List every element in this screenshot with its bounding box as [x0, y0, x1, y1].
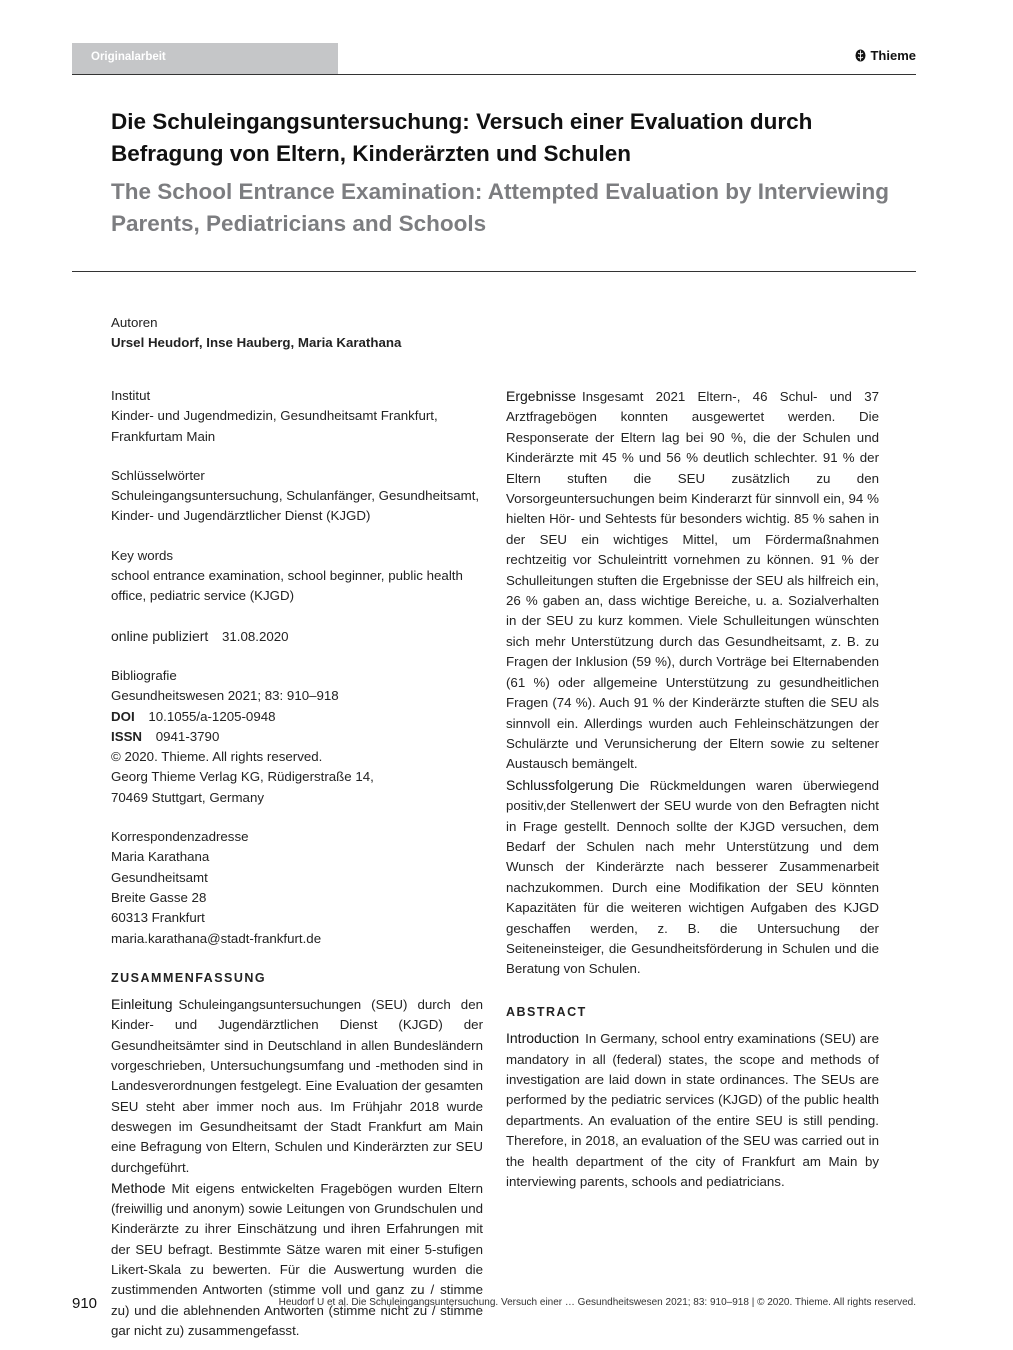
issn-row: [111, 727, 483, 747]
einleitung-paragraph: [111, 994, 483, 1178]
bibliography-journal: Gesundheitswesen 2021; 83: 910–918: [111, 688, 339, 704]
correspondence-line: Breite Gasse 28: [111, 889, 207, 905]
introduction-label: Introduction: [506, 1030, 580, 1047]
keywords-en-line: school entrance examination, school beginner, public health: [111, 568, 463, 584]
issn-value: 0941-3790: [155, 728, 220, 744]
einleitung-label: Einleitung: [111, 996, 173, 1013]
issn-label: ISSN: [111, 728, 143, 744]
zusammenfassung-heading: ZUSAMMENFASSUNG: [111, 970, 267, 985]
correspondence-label: Korrespondenzadresse: [111, 829, 249, 845]
ergebnisse-text: Insgesamt 2021 Eltern-, 46 Schul- und 37 Arztfragebögen konnten ausgewertet werden. Die Responserate der Eltern lag bei 90 %, die der Schulen und Kinderärzte mit 45 % und 56 % deutlich schlechter. 91 % der Eltern stuften die SEU zusätzlich zu den Vorsorgeuntersuchungen beim Kinderarzt für sinnvoll ein, 94 % hielten Hör- und Sehtests für besonders wichtig. 85 % sahen in der SEU ein wichtiges Mittel, um Fördermaßnahmen rechtzeitig vor Schuleintritt vornehmen zu können. 91 % der Schulleitungen stuften die Ergebnisse der SEU als hilfreich ein, 26 % gaben an, dass wichtige Bereiche, u. a. Sozialverhalten in der SEU zu kurz kommen. Viele Schulleitungen wünschten sich mehr Unterstützung durch das Gesundheitsamt, z. B. zu Fragen der Inklusion (59 %), durch Vorträge bei Elternabenden (61 %) oder allgemeine Unterstützung zu gesundheitlichen Fragen (74 %). Auch 91 % der Kinderärzte stuften die SEU als sinnvoll ein. Allerdings wurden auch Fehleinschätzungen der Schulärzte und Verunsicherung der Eltern sowie zu seltener Austausch bemängelt.: [506, 389, 879, 772]
authors-label: Autoren: [111, 315, 158, 330]
keywords-en-section: [111, 546, 483, 607]
title-english: The School Entrance Examination: Attempted Evaluation by Interviewing Parents, Pediatricians and Schools: [111, 179, 890, 236]
header-divider: [72, 74, 916, 75]
doi-value[interactable]: 10.1055/a-1205-0948: [148, 708, 276, 724]
correspondence-section: [111, 827, 483, 949]
methode-text: Mit eigens entwickelten Fragebögen wurden Eltern (freiwillig und anonym) sowie Leitungen von Grundschulen und Kinderärzte zu ihrer Einschätzung und ihren Erfahrungen mit der SEU befragt. Bestimmte Sätze waren mit einer 5-stufigen Likert-Skala zu bewerten. Für die Auswertung wurden die zustimmenden Antworten (stimme voll und ganz zu / stimme zu) und die ablehnenden Antworten (stimme nicht zu / stimme gar nicht zu) zusammengefasst.: [111, 1180, 483, 1338]
methode-paragraph: [111, 1178, 483, 1341]
authors-names: Ursel Heudorf, Inse Hauberg, Maria Karathana: [111, 335, 402, 351]
bibliography-label: Bibliografie: [111, 667, 177, 683]
keywords-de-line: Kinder- und Jugendärztlicher Dienst (KJGD): [111, 508, 371, 524]
keywords-de-label: Schlüsselwörter: [111, 467, 205, 483]
section-label: Originalarbeit: [91, 51, 166, 63]
einleitung-text: Schuleingangsuntersuchungen (SEU) durch den Kinder- und Jugendärztlichen Dienst (KJGD) der Gesundheitsämter sind in Deutschland in allen Bundesländern vorgeschrieben, Untersuchungsumfang und -methoden sind in Landesverordnungen festgelegt. Eine Evaluation der gesamten SEU steht aber immer noch aus. Im Frühjahr 2018 wurde deswegen im Gesundheitsamt der Stadt Frankfurt am Main eine Befragung von Eltern, Schulen und Kinderärzten zur SEU durchgeführt.: [111, 997, 483, 1175]
keywords-de-line: Schuleingangsuntersuchung, Schulanfänger, Gesundheitsamt,: [111, 488, 480, 504]
title-german: Die Schuleingangsuntersuchung: Versuch einer Evaluation durch Befragung von Eltern, Kinderärzten und Schulen: [111, 109, 813, 166]
correspondence-line: Gesundheitsamt: [111, 869, 208, 885]
thieme-logo-icon: [855, 49, 866, 62]
keywords-en-line: office, pediatric service (KJGD): [111, 588, 295, 604]
publisher-line: Georg Thieme Verlag KG, Rüdigerstraße 14,: [111, 769, 374, 785]
keywords-en-label: Key words: [111, 547, 174, 563]
schluss-label: Schlussfolgerung: [506, 776, 614, 793]
institute-line: Kinder- und Jugendmedizin, Gesundheitsamt Frankfurt,: [111, 408, 438, 424]
left-column: [111, 386, 483, 1341]
institute-line: Frankfurtam Main: [111, 428, 216, 444]
doi-label: DOI: [111, 708, 135, 724]
correspondence-line: 60313 Frankfurt: [111, 910, 205, 926]
doi-row: [111, 707, 483, 727]
ergebnisse-paragraph: [506, 386, 879, 775]
title-divider: [72, 271, 916, 272]
brand-name: Thieme: [870, 48, 916, 63]
bibliography-section: [111, 666, 483, 808]
published-date: 31.08.2020: [222, 628, 289, 644]
abstract-heading: ABSTRACT: [506, 1004, 587, 1019]
ergebnisse-label: Ergebnisse: [506, 388, 577, 404]
right-column: [506, 386, 879, 1192]
published-section: [111, 626, 483, 647]
methode-label: Methode: [111, 1179, 166, 1196]
authors-block: [111, 313, 611, 354]
introduction-text: In Germany, school entry examinations (SEU) are mandatory in all (federal) states, the scope and methods of investigation are laid down in state ordinances. The SEUs are performed by the pediatric services (KJGD) of the public health departments. An evaluation of the entire SEU is still pending. Therefore, in 2018, an evaluation of the SEU was carried out in the health department of the city of Frankfurt am Main by interviewing parents, schools and pediatricians.: [506, 1031, 879, 1190]
publisher-line: 70469 Stuttgart, Germany: [111, 789, 264, 805]
section-label-band: [72, 43, 338, 74]
footer-citation: Heudorf U et al. Die Schuleingangsuntersuchung. Versuch einer … Gesundheitswesen 2021; 83: 910–918 | © 2020. Thieme. All rights reserved.: [278, 1297, 916, 1308]
introduction-paragraph: [506, 1028, 879, 1192]
schluss-text: Die Rückmeldungen waren überwiegend positiv,der Stellenwert der SEU wurde von den Befragten nicht in Frage gestellt. Dennoch sollte der KJGD versuchen, dem Bedarf der Schulen nach mehr Unterstützung und dem Wunsch der Kinderärzte nach besserer Zusammenarbeit nachzukommen. Durch eine Modifikation der SEU könnten Kapazitäten für die weiteren wichtigen Aufgaben des KJGD geschaffen werden, z. B. die Untersuchung der Seiteneinsteiger, die Gesundheitsförderung in Schulen und die Beratung von Schulen.: [506, 777, 879, 977]
schluss-paragraph: [506, 775, 879, 980]
page-number: 910: [72, 1295, 98, 1312]
institute-label: Institut: [111, 388, 151, 403]
published-label: online publiziert: [111, 627, 209, 644]
institute-section: [111, 386, 483, 447]
copyright-line: © 2020. Thieme. All rights reserved.: [111, 749, 323, 765]
correspondence-email[interactable]: maria.karathana@stadt-frankfurt.de: [111, 930, 322, 946]
publisher-brand: [855, 48, 916, 63]
keywords-de-section: [111, 466, 483, 527]
correspondence-line: Maria Karathana: [111, 849, 210, 865]
